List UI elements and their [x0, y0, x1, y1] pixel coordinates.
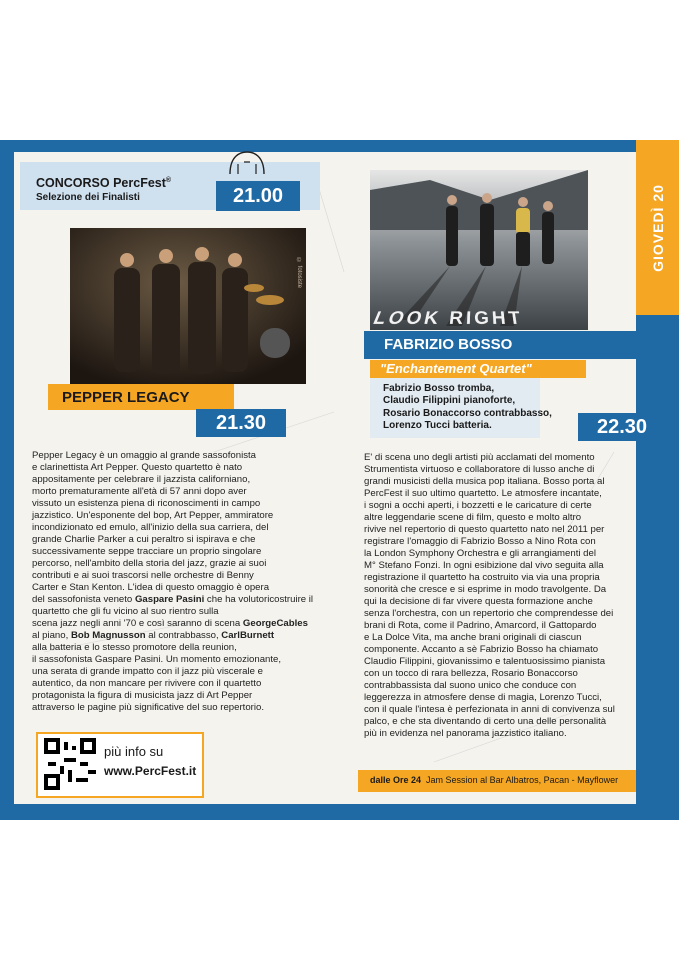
- body-line: i sogni a occhi aperti, i bozzetti e le caricature di certe: [364, 500, 592, 511]
- event3-description: [364, 452, 664, 740]
- musician-name: Carl: [221, 630, 240, 641]
- footer-note: [370, 775, 618, 785]
- lineup-list: [383, 383, 552, 433]
- event3-title: FABRIZIO BOSSO: [384, 336, 513, 353]
- pepper-legacy-photo: [70, 228, 306, 384]
- body-line: rivive nel repertorio di questo quartetto nato nel 2011 per: [364, 524, 605, 535]
- body-line: incondizionato ed emulo, all'inizio della sua carriera, del: [32, 522, 269, 533]
- body-line: percorso, nell'ambito della storia del jazz, grazie ai suoi: [32, 558, 267, 569]
- body-line: una serata di grande impatto con il jazz più viscerale e: [32, 666, 263, 677]
- event1-subtitle: Selezione dei Finalisti: [36, 192, 140, 203]
- body-line: leggerezza in atmosfere dense di magia, Lorenzo Tucci,: [364, 692, 602, 703]
- event2-title: PEPPER LEGACY: [62, 389, 190, 406]
- lineup-item: Claudio Filippini pianoforte,: [383, 395, 516, 407]
- body-line: morto prematuramente all'età di 57 anni dopo aver: [32, 486, 247, 497]
- lineup-item: Lorenzo Tucci batteria.: [383, 420, 492, 432]
- body-line: E' di scena uno degli artisti più acclamati del momento: [364, 452, 595, 463]
- body-line: al contrabbasso,: [145, 630, 222, 641]
- body-line: M° Stefano Fonzi. In ogni esibizione dal vivo seguita alla: [364, 560, 604, 571]
- fabrizio-bosso-photo: [370, 170, 588, 330]
- body-line: contrabbassista dal suono unico che conduce con: [364, 680, 577, 691]
- day-tab: [636, 140, 679, 315]
- musician-name: Burnett: [239, 630, 275, 641]
- footer-time: dalle Ore 24: [370, 775, 422, 785]
- photo-credit: © fotosiste: [296, 258, 302, 289]
- body-line: alla batteria e lo stesso promotore della reunion,: [32, 642, 237, 653]
- body-line: che ha voluto: [204, 594, 265, 605]
- body-line: più in evidenza nel panorama jazzistico italiano.: [364, 728, 567, 739]
- body-line: PercFest il suo ultimo quartetto. Le atmosfere incantate,: [364, 488, 602, 499]
- body-line: appositamente per celebrare il jazzista californiano,: [32, 474, 251, 485]
- lineup-item: Fabrizio Bosso tromba,: [383, 383, 495, 394]
- day-label: GIOVEDÌ 20: [649, 183, 666, 272]
- body-line: jazzistico. Un'esponente del bop, Art Pepper, ammiratore: [32, 510, 274, 521]
- event1-time: 21.00: [216, 181, 300, 211]
- bag-icon: [226, 150, 268, 176]
- body-line: il sassofonista Gaspare Pasini. Un momento emozionante,: [32, 654, 282, 665]
- road-text: LOOK RIGHT: [370, 308, 526, 329]
- body-line: brani di Rota, come il Padrino, Amarcord, il Gattopardo: [364, 620, 597, 631]
- body-line: scena jazz negli anni '70 e così saranno di scena: [32, 618, 243, 629]
- body-line: palco, e che sta diventando di certo una delle personalità: [364, 716, 607, 727]
- body-line: Claudio Filippini, giovanissimo e talentuosissimo pianista: [364, 656, 606, 667]
- event2-description: [32, 450, 332, 714]
- body-line: con il quale l'intesa è perfezionata in anni di convivenza sul: [364, 704, 615, 715]
- body-line: altre leggendarie scene di film, questo e molto altro: [364, 512, 582, 523]
- event1-title-text: CONCORSO PercFest: [36, 176, 166, 190]
- event3-subtitle: "Enchantement Quartet": [380, 361, 532, 376]
- body-line: al piano,: [32, 630, 71, 641]
- info-label: più info su: [104, 744, 164, 759]
- event2-time: 21.30: [196, 409, 286, 437]
- body-line: registrare l'omaggio di Fabrizio Bosso a Nino Rota con: [364, 536, 596, 547]
- body-line: registrazione il quartetto ha costruito via via una propria: [364, 572, 600, 583]
- body-line: Pepper Legacy è un omaggio al grande sassofonista: [32, 450, 257, 461]
- body-line: grandi musicisti della musica pop italiana. Bosso porta al: [364, 476, 605, 487]
- musician-name: Bob Magnusson: [70, 630, 146, 641]
- body-line: la London Symphony Orchestra e gli arrangiamenti del: [364, 548, 596, 559]
- body-line: con un tocco di rara bellezza, Rosario Bonaccorso: [364, 668, 578, 679]
- body-line: Strumentista virtuoso e collaboratore di lusso anche di: [364, 464, 595, 475]
- body-line: protagonista la figura di musicista jazz di Art Pepper: [32, 690, 253, 701]
- body-line: contributi e ai suoi trascorsi nelle orchestre di Benny: [32, 570, 254, 581]
- body-line: sonorità che cresce e si esprime in modo travolgente. Da: [364, 584, 607, 595]
- body-line: grande Charlie Parker a cui peraltro si ispirava e che: [32, 534, 256, 545]
- lineup-item: Rosario Bonaccorso contrabbasso,: [383, 407, 552, 419]
- event1-title: [36, 176, 171, 190]
- event3-time: 22.30: [578, 413, 666, 441]
- body-line: qui la decisione di far vivere questa formazione anche: [364, 596, 593, 607]
- musician-name: George: [242, 618, 277, 629]
- body-line: autentico, da non mancare per rivivere con il quartetto: [32, 678, 262, 689]
- footer-text: Jam Session al Bar Albatros, Pacan - Mayflower: [426, 775, 619, 785]
- info-box: [36, 732, 204, 798]
- body-line: attraverso le pagine più significative del suo repertorio.: [32, 702, 264, 713]
- body-line: e clarinettista Art Pepper. Questo quartetto è nato: [32, 462, 243, 473]
- body-line: senza l'orchestra, con un repertorio che comprendesse dei: [364, 608, 614, 619]
- info-url[interactable]: www.PercFest.it: [104, 764, 197, 778]
- body-line: e La Dolce Vita, ma anche brani originali di ciascun: [364, 632, 582, 643]
- qr-code-icon[interactable]: [44, 738, 96, 790]
- body-line: ricostruire il quartetto che gli fu vicino al suo rientro sulla: [32, 594, 314, 617]
- body-line: successivamente seppe tracciare un proprio singolare: [32, 546, 262, 557]
- registered-mark: ®: [165, 176, 172, 184]
- musician-name: Gaspare Pasini: [134, 594, 205, 605]
- body-line: del sassofonista veneto: [32, 594, 135, 605]
- body-line: vissuto un esistenza piena di riconoscimenti in campo: [32, 498, 261, 509]
- musician-name: Cables: [276, 618, 308, 629]
- body-line: componente. Accanto a sè Fabrizio Bosso ha chiamato: [364, 644, 599, 655]
- body-line: Carter e Stan Kenton. L'idea di questo omaggio è opera: [32, 582, 270, 593]
